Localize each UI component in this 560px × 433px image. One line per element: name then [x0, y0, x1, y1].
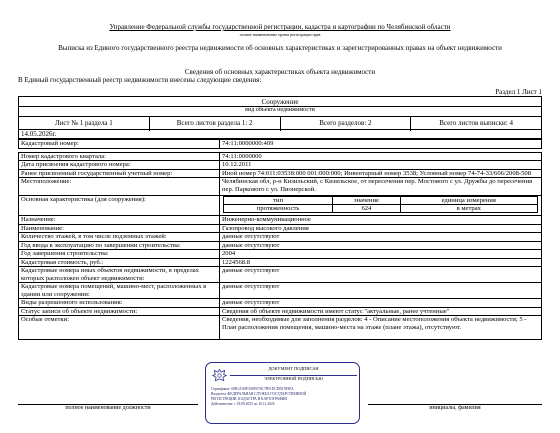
row-value: Челябинская обл, р-н Кизильский, с Кизильское, от пересечения пер. Мостового с ул. Дружбы до пересечения пер. Паркового с ул. Пионерской. [220, 178, 542, 196]
electronic-signature-stamp [205, 362, 360, 424]
signature-owner-2: РЕГИСТРАЦИИ, КАДАСТРА И КАРТОГРАФИИ [211, 397, 287, 401]
table-row [19, 196, 542, 216]
row-value: 10.12.2011 [220, 161, 542, 170]
table-row [19, 241, 542, 250]
table-row [19, 258, 542, 267]
section-title: Сведения об основных характеристиках объекта недвижимости [184, 68, 376, 76]
row-label: Дата присвоения кадастрового номера: [19, 161, 220, 170]
row-value: данные отсутствуют [220, 283, 542, 299]
signature-line1: ДОКУМЕНТ ПОДПИСАН [268, 366, 319, 371]
table-row [19, 178, 542, 196]
table-row [19, 233, 542, 242]
row-value: данные отсутствуют [220, 241, 542, 250]
row-label: Местоположение: [19, 178, 220, 196]
row-label: Статус записи об объекте недвижимости: [19, 307, 220, 316]
organization-name: Управление Федеральной службы государственной регистрации, кадастра и картографии по Челябинской области [109, 23, 451, 31]
issue-date: 14.05.2026г. [21, 130, 57, 138]
document-title: Выписка из Единого государственного реестра недвижимости об основных характеристиках и зарегистрированных правах на объект недвижимости [58, 44, 502, 52]
row-label: Основная характеристика (для сооружения): [19, 196, 220, 216]
page-reference: Раздел 1 Лист 1 [495, 88, 542, 96]
characteristic-cell [220, 196, 542, 216]
signature-line2: ЭЛЕКТРОННОЙ ПОДПИСЬЮ [230, 375, 357, 381]
table-row [19, 316, 542, 340]
table-row [19, 267, 542, 283]
row-value: Сведения об объекте недвижимости имеют статус "актуальные, ранее учтенные" [220, 307, 542, 316]
row-label: Наименование: [19, 224, 220, 233]
row-label: Виды разрешенного использования: [19, 299, 220, 308]
table-row [19, 283, 542, 299]
row-label: Номер кадастрового квартала: [19, 152, 220, 161]
row-label: Ранее присвоенный государственный учетный номер: [19, 169, 220, 178]
row-value: Газопровод высокого давления [220, 224, 542, 233]
char-unit: в метрах [400, 205, 538, 213]
signature-validity: Действителен: с 18.09.2025 по 10.12.2026 [211, 402, 275, 406]
row-label: Кадастровые номера иных объектов недвижимости, в пределах которых расположен объект недвижимости: [19, 267, 220, 283]
total-sections: Всего разделов: 2 [281, 117, 412, 131]
row-value: данные отсутствуют [220, 267, 542, 283]
char-header-type: тип [224, 197, 333, 205]
char-header-unit: единица измерения [400, 197, 538, 205]
row-value: данные отсутствуют [220, 299, 542, 308]
sheet-number: Лист № 1 раздела 1 [19, 117, 150, 131]
eagle-emblem-icon [211, 367, 228, 384]
signature-certificate: Сертификат: 00B1AA9F3A0F070C7B51DCDD19F3FA [211, 387, 294, 391]
name-label: инициалы, фамилия [429, 405, 481, 411]
row-label: Особые отметки: [19, 316, 220, 340]
row-label: Кадастровая стоимость, руб.: [19, 258, 220, 267]
characteristics-table [18, 139, 542, 340]
row-value: 2004 [220, 250, 542, 259]
table-row [19, 161, 542, 170]
intro-text: В Единый государственный реестр недвижимости внесены следующие сведения: [18, 76, 262, 84]
organization-caption: полное наименование органа регистрации прав [239, 32, 321, 37]
table-row [19, 224, 542, 233]
row-value: 74:11:0000000 [220, 152, 542, 161]
total-sheets: Всего листов выписки: 4 [439, 119, 513, 127]
row-value: данные отсутствуют [220, 233, 542, 242]
row-value: 74:11:0000000:409 [220, 140, 542, 149]
signature-owner: Владелец: ФЕДЕРАЛЬНАЯ СЛУЖБА ГОСУДАРСТВЕННОЙ [211, 392, 307, 396]
row-value: Сведения, необходимые для заполнения разделов: 4 - Описание местоположения объекта недвижимости; 5 - План расположения помещения, машино-места на этаже (плане этажа), отсутствуют. [220, 316, 542, 340]
table-row [19, 250, 542, 259]
object-type: Сооружение [261, 98, 299, 106]
table-row [19, 140, 542, 149]
position-label: полное наименование должности [65, 405, 151, 411]
row-value: Инженерно-коммуникационное [220, 216, 542, 225]
char-type: протяженность [224, 205, 333, 213]
row-label: Кадастровые номера помещений, машино-мест, расположенных в здании или сооружении: [19, 283, 220, 299]
table-row [19, 169, 542, 178]
row-value: 1224568.8 [220, 258, 542, 267]
object-type-caption: вид объекта недвижимости [19, 106, 541, 114]
row-label: Год ввода в эксплуатацию по завершении строительства: [19, 241, 220, 250]
char-value: 624 [333, 205, 400, 213]
table-row [19, 216, 542, 225]
row-label: Количество этажей, в том числе подземных этажей: [19, 233, 220, 242]
char-header-value: значение [333, 197, 400, 205]
object-type-box [18, 96, 542, 130]
total-sheets-section: Всего листов раздела 1: 2 [150, 117, 281, 131]
row-value: Иной номер 74:011:03538:000 001:000:000; Инвентарный номер 3538; Условный номер 74-74-33/606/2008-508 [220, 169, 542, 178]
table-row [19, 299, 542, 308]
row-label: Год завершения строительства: [19, 250, 220, 259]
table-row [19, 152, 542, 161]
sheet-info-row [19, 116, 541, 131]
signature-details [211, 387, 356, 407]
characteristic-table [223, 196, 538, 213]
date-row [18, 130, 542, 139]
table-row [19, 307, 542, 316]
row-label: Кадастровый номер: [19, 140, 220, 149]
row-label: Назначение: [19, 216, 220, 225]
